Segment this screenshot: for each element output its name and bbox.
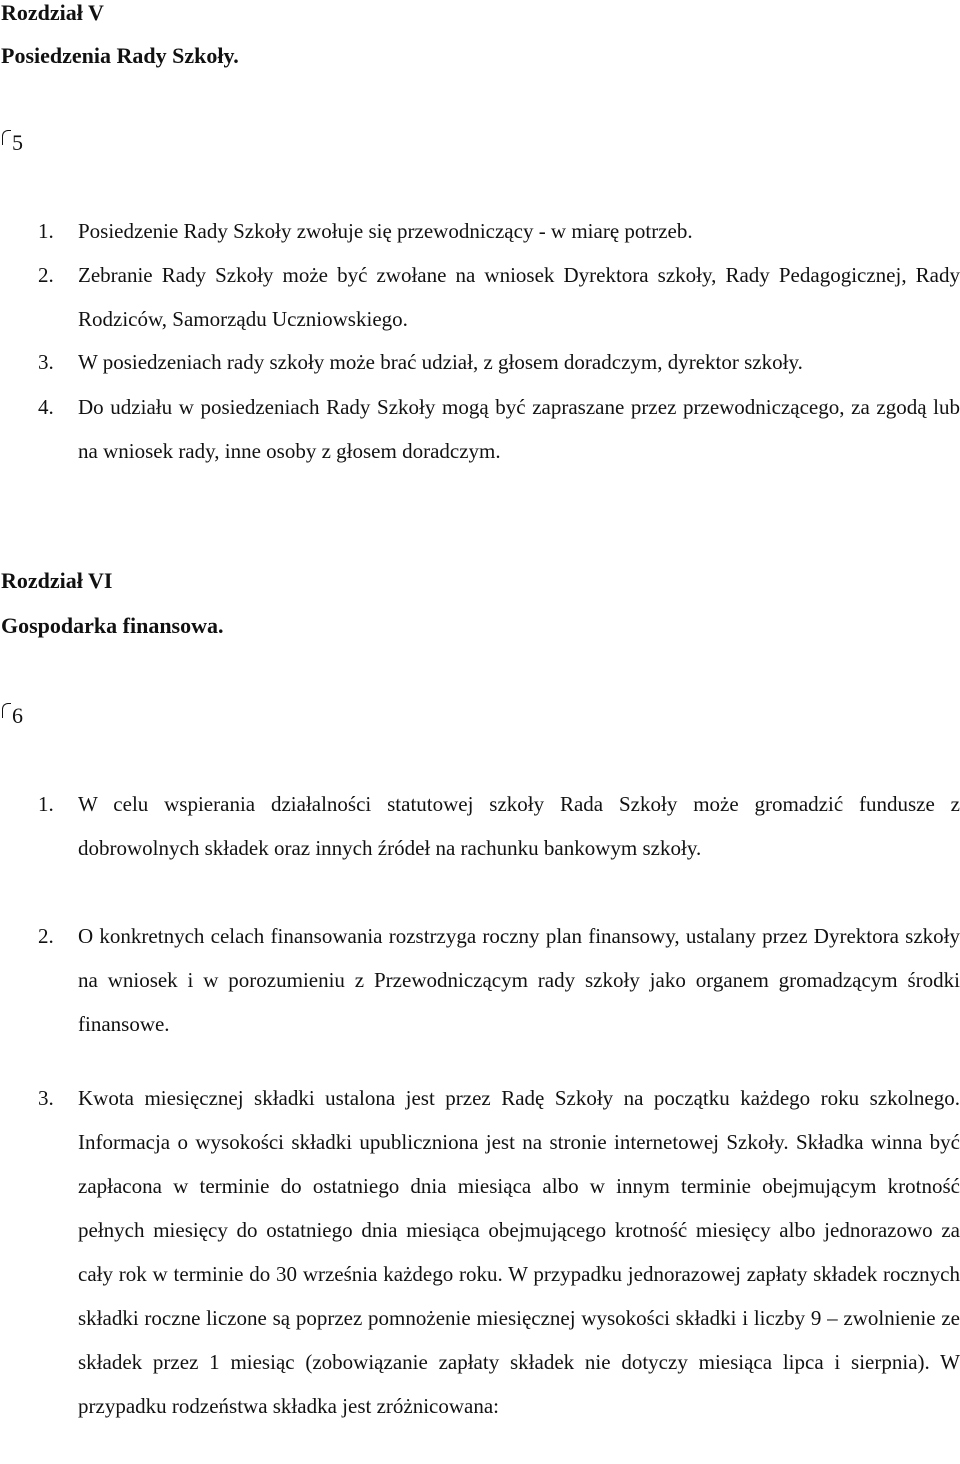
section-6-marker — [2, 703, 23, 729]
section-sign-icon — [2, 130, 11, 145]
item-number: 4. — [38, 395, 54, 419]
item-number: 3. — [38, 1086, 54, 1110]
item-text: Do udziału w posiedzeniach Rady Szkoły mogą być zapraszane przez przewodniczącego, za zgodą lub na wniosek rady, inne osoby z głosem doradczym. — [78, 395, 960, 463]
item-number: 2. — [38, 924, 54, 948]
chapter-5-item-3 — [0, 340, 960, 384]
section-5-number: 5 — [12, 130, 23, 155]
item-text: W posiedzeniach rady szkoły może brać udział, z głosem doradczym, dyrektor szkoły. — [78, 350, 803, 374]
chapter-6-title: Rozdział VI — [1, 568, 113, 593]
chapter-5-title: Rozdział V — [1, 0, 104, 25]
chapter-5-subtitle: Posiedzenia Rady Szkoły. — [1, 43, 239, 68]
item-number: 1. — [38, 792, 54, 816]
section-5-marker — [2, 130, 23, 156]
chapter-5-item-2 — [0, 253, 960, 341]
chapter-5-item-1 — [0, 209, 960, 253]
chapter-6-item-1 — [0, 782, 960, 870]
chapter-5-item-4 — [0, 385, 960, 473]
item-text: Kwota miesięcznej składki ustalona jest przez Radę Szkoły na początku każdego roku szkolnego. Informacja o wysokości składki upubliczniona jest na stronie internetowej Szkoły. Składka winna być zapłacona w terminie do ostatniego dnia miesiąca albo w innym terminie obejmującym krotność pełnych miesięcy do ostatniego dnia miesiąca obejmującego krotność miesięcy albo jednorazowo za cały rok w terminie do 30 września każdego roku. W przypadku jednorazowej zapłaty składek rocznych składki roczne liczone są poprzez pomnożenie miesięcznej wysokości składki i liczby 9 – zwolnienie ze składek przez 1 miesiąc (zobowiązanie zapłaty składek nie dotyczy miesiąca lipca i sierpnia). W przypadku rodzeństwa składka jest zróżnicowana: — [78, 1086, 960, 1418]
item-text: Zebranie Rady Szkoły może być zwołane na wniosek Dyrektora szkoły, Rady Pedagogicznej, Rady Rodziców, Samorządu Uczniowskiego. — [78, 263, 960, 331]
item-number: 2. — [38, 263, 54, 287]
item-text: W celu wspierania działalności statutowej szkoły Rada Szkoły może gromadzić fundusze z dobrowolnych składek oraz innych źródeł na rachunku bankowym szkoły. — [78, 792, 960, 860]
chapter-6-item-2 — [0, 914, 960, 1046]
section-sign-icon — [2, 703, 11, 718]
item-number: 1. — [38, 219, 54, 243]
section-6-number: 6 — [12, 703, 23, 728]
chapter-6-item-3 — [0, 1076, 960, 1428]
item-text: O konkretnych celach finansowania rozstrzyga roczny plan finansowy, ustalany przez Dyrektora szkoły na wniosek i w porozumieniu z Przewodniczącym rady szkoły jako organem gromadzącym środki finansowe. — [78, 924, 960, 1036]
item-number: 3. — [38, 350, 54, 374]
item-text: Posiedzenie Rady Szkoły zwołuje się przewodniczący - w miarę potrzeb. — [78, 219, 693, 243]
chapter-6-subtitle: Gospodarka finansowa. — [1, 613, 224, 638]
